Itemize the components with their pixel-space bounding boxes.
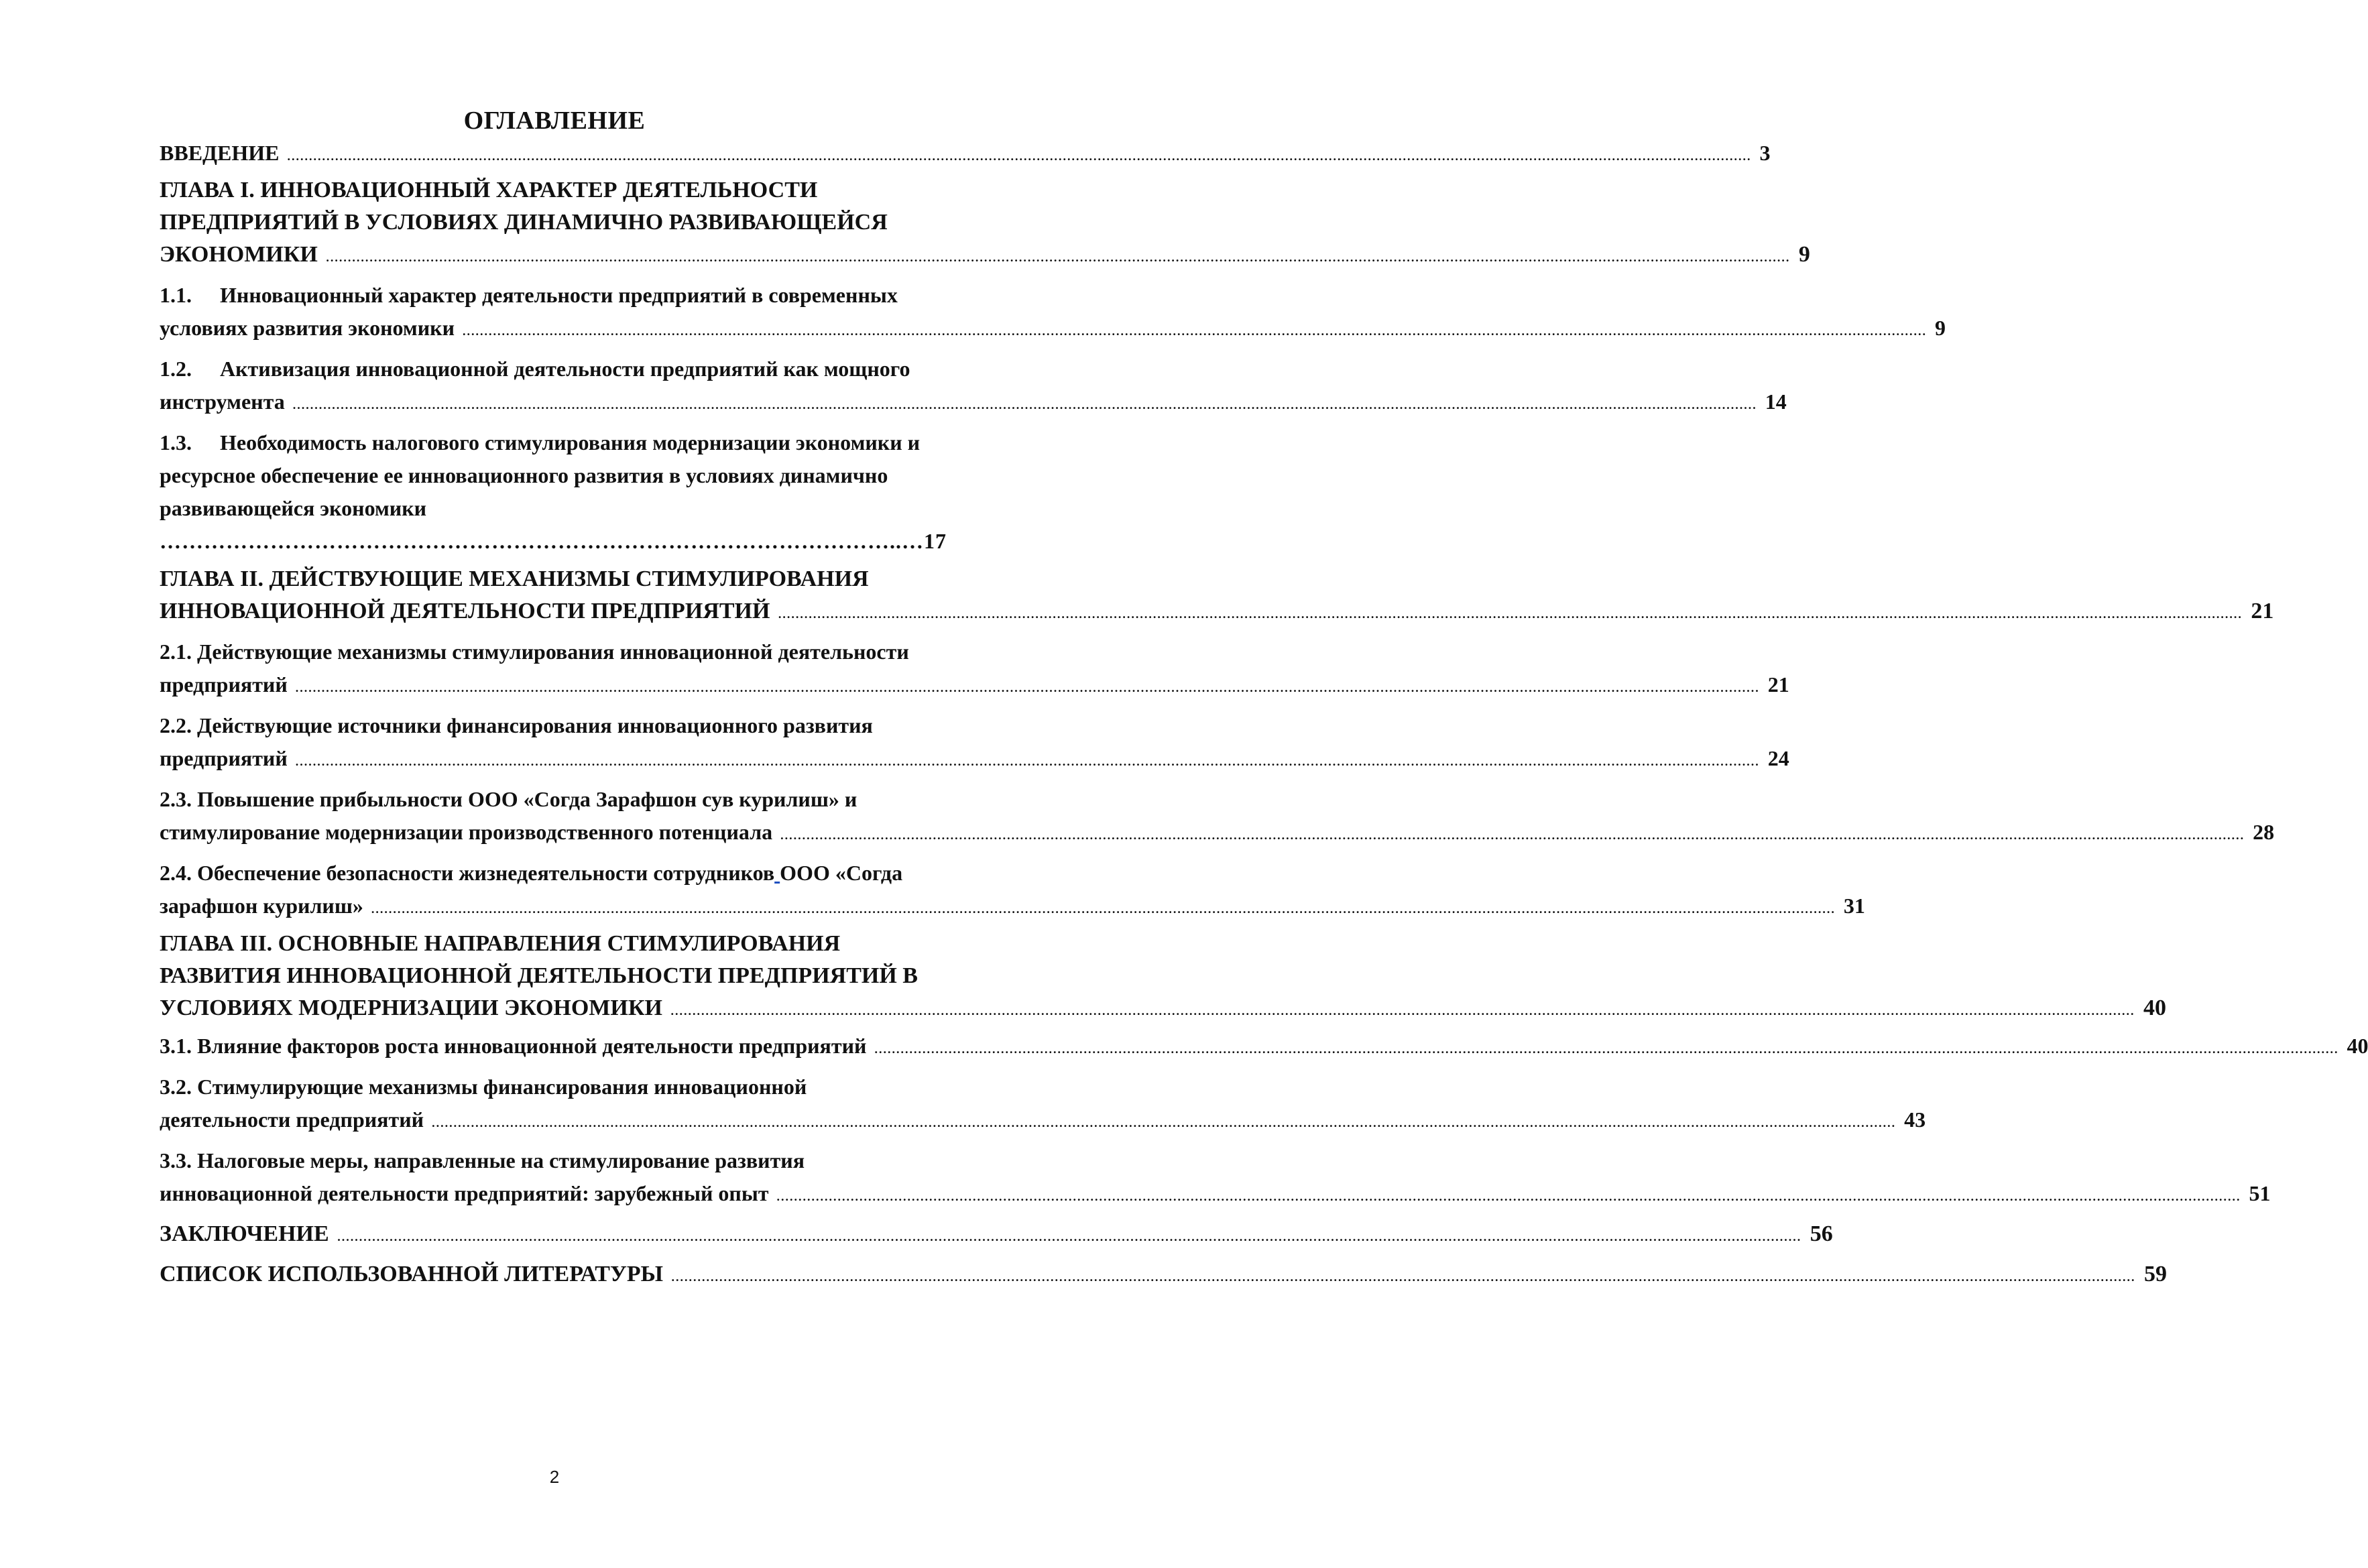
toc-entry-text: ГЛАВА I. ИННОВАЦИОННЫЙ ХАРАКТЕР ДЕЯТЕЛЬНОСТИ	[160, 178, 818, 202]
toc-entry-text: предприятий	[160, 746, 288, 770]
toc-entry-text: Инновационный характер деятельности предприятий в современных	[220, 283, 898, 307]
toc-page-number: 24	[1767, 746, 1789, 770]
dot-leader	[778, 607, 2243, 621]
toc-entry-text: стимулирование модернизации производственного потенциала	[160, 820, 773, 844]
toc-title: ОГЛАВЛЕНИЕ	[463, 107, 646, 135]
toc-entry-text: зарафшон курилиш»	[160, 894, 363, 918]
toc-entry-text: ООО «Согда	[780, 861, 903, 885]
dot-leader	[672, 1270, 2136, 1284]
toc-entry-section-3-1[interactable]	[160, 1030, 2368, 1063]
toc-entry-text: ресурсное обеспечение ее инновационного развития в условиях динамично	[160, 463, 888, 487]
toc-page-number: 21	[2251, 599, 2274, 623]
toc-entry-text: 3.1. Влияние факторов роста инновационной деятельности предприятий	[160, 1034, 867, 1058]
toc-page-number: 40	[2143, 996, 2166, 1020]
toc-entry-text: ВВЕДЕНИЕ	[160, 141, 280, 165]
dot-leader	[288, 149, 1752, 163]
toc-section-number: 1.1.	[160, 283, 192, 307]
toc-page-number: 31	[1843, 894, 1865, 918]
toc-entry-text: РАЗВИТИЯ ИННОВАЦИОННОЙ ДЕЯТЕЛЬНОСТИ ПРЕДПРИЯТИЙ В	[160, 963, 918, 988]
toc-entry-text: 2.4. Обеспечение безопасности жизнедеятельности сотрудников	[160, 861, 775, 885]
toc-entry-text: инновационной деятельности предприятий: зарубежный опыт	[160, 1181, 769, 1205]
toc-page-number: 3	[1759, 141, 1771, 165]
toc-entry-text: ГЛАВА III. ОСНОВНЫЕ НАПРАВЛЕНИЯ СТИМУЛИРОВАНИЯ	[160, 931, 841, 956]
toc-page-number: 9	[1935, 316, 1946, 340]
toc-entry-text: 3.3. Налоговые меры, направленные на стимулирование развития	[160, 1148, 805, 1172]
toc-page-number: 9	[1798, 242, 1810, 267]
toc-entry-section-2-3[interactable]	[160, 783, 2275, 849]
toc-entry-section-1-1[interactable]	[160, 279, 1946, 345]
toc-entry-text: предприятий	[160, 672, 288, 697]
toc-entry-text: 2.2. Действующие источники финансирования инновационного развития	[160, 713, 873, 737]
toc-entry-text: ЭКОНОМИКИ	[160, 242, 318, 267]
toc-entry-text: 3.2. Стимулирующие механизмы финансирования инновационной	[160, 1075, 807, 1099]
toc-entry-text: Необходимость налогового стимулирования модернизации экономики и	[220, 430, 921, 455]
toc-entry-text: 2.3. Повышение прибыльности ООО «Согда Зарафшон сув курилиш» и	[160, 787, 857, 811]
toc-entry-section-3-3[interactable]	[160, 1144, 2271, 1210]
dot-leader	[432, 1116, 1896, 1130]
hyperlink-mark[interactable]	[774, 861, 780, 885]
toc-entry-text: инструмента	[160, 389, 285, 414]
toc-entry-text: УСЛОВИЯХ МОДЕРНИЗАЦИИ ЭКОНОМИКИ	[160, 996, 662, 1020]
toc-entry-section-2-1[interactable]	[160, 636, 1789, 701]
toc-entry-text: ПРЕДПРИЯТИЙ В УСЛОВИЯХ ДИНАМИЧНО РАЗВИВАЮЩЕЙСЯ	[160, 210, 888, 235]
toc-entry-text: ГЛАВА II. ДЕЙСТВУЮЩИЕ МЕХАНИЗМЫ СТИМУЛИРОВАНИЯ	[160, 566, 869, 591]
dot-leader	[777, 1190, 2241, 1203]
dot-leader	[296, 681, 1760, 695]
toc-page-number: 43	[1904, 1107, 1926, 1132]
toc-page-number: 56	[1810, 1221, 1833, 1246]
toc-page-number: 40	[2347, 1034, 2368, 1058]
dot-leader	[326, 251, 1790, 264]
toc-entry-section-3-2[interactable]	[160, 1071, 1926, 1136]
toc-section-number: 1.3.	[160, 430, 192, 455]
toc-entry-text: Активизация инновационной деятельности предприятий как мощного	[220, 357, 910, 381]
toc-entry-bibliography[interactable]	[160, 1258, 2167, 1290]
toc-entry-text: ЗАКЛЮЧЕНИЕ	[160, 1221, 329, 1246]
toc-page-number: 28	[2253, 820, 2275, 844]
toc-entry-conclusion[interactable]	[160, 1218, 1833, 1250]
toc-entry-section-1-3[interactable]	[160, 426, 1037, 558]
dot-leader	[296, 755, 1760, 768]
dot-leader	[463, 324, 1927, 338]
dot-leader	[293, 398, 1757, 412]
toc-page-number: 59	[2144, 1262, 2167, 1286]
toc-page-number: 14	[1765, 389, 1787, 414]
dot-leader	[371, 902, 1836, 916]
toc-entry-section-2-2[interactable]	[160, 709, 1789, 775]
toc-entry-text: ИННОВАЦИОННОЙ ДЕЯТЕЛЬНОСТИ ПРЕДПРИЯТИЙ	[160, 599, 770, 623]
table-of-contents	[160, 137, 2368, 1290]
toc-entry-introduction[interactable]	[160, 137, 1771, 169]
toc-page-number: 21	[1767, 672, 1789, 697]
toc-entry-text: деятельности предприятий	[160, 1107, 424, 1132]
toc-entry-chapter-1[interactable]	[160, 174, 1810, 271]
toc-entry-text: условиях развития экономики	[160, 316, 455, 340]
dot-leader	[780, 829, 2245, 842]
toc-entry-text: развивающейся экономики	[160, 496, 427, 520]
dot-leader	[874, 1042, 2339, 1056]
toc-entry-chapter-2[interactable]	[160, 563, 2274, 627]
toc-entry-text: 2.1. Действующие механизмы стимулирования инновационной деятельности	[160, 640, 909, 664]
toc-entry-chapter-3[interactable]	[160, 928, 2166, 1024]
toc-entry-section-2-4[interactable]	[160, 857, 1865, 922]
toc-entry-text: СПИСОК ИСПОЛЬЗОВАННОЙ ЛИТЕРАТУРЫ	[160, 1262, 663, 1286]
dot-leader	[337, 1230, 1801, 1244]
toc-page-number: 17	[924, 529, 947, 553]
toc-section-number: 1.2.	[160, 357, 192, 381]
dot-leader	[670, 1004, 2135, 1018]
dot-leader	[160, 529, 924, 553]
page-number: 2	[549, 1467, 560, 1487]
toc-page-number: 51	[2249, 1181, 2271, 1205]
toc-entry-section-1-2[interactable]	[160, 353, 1787, 418]
